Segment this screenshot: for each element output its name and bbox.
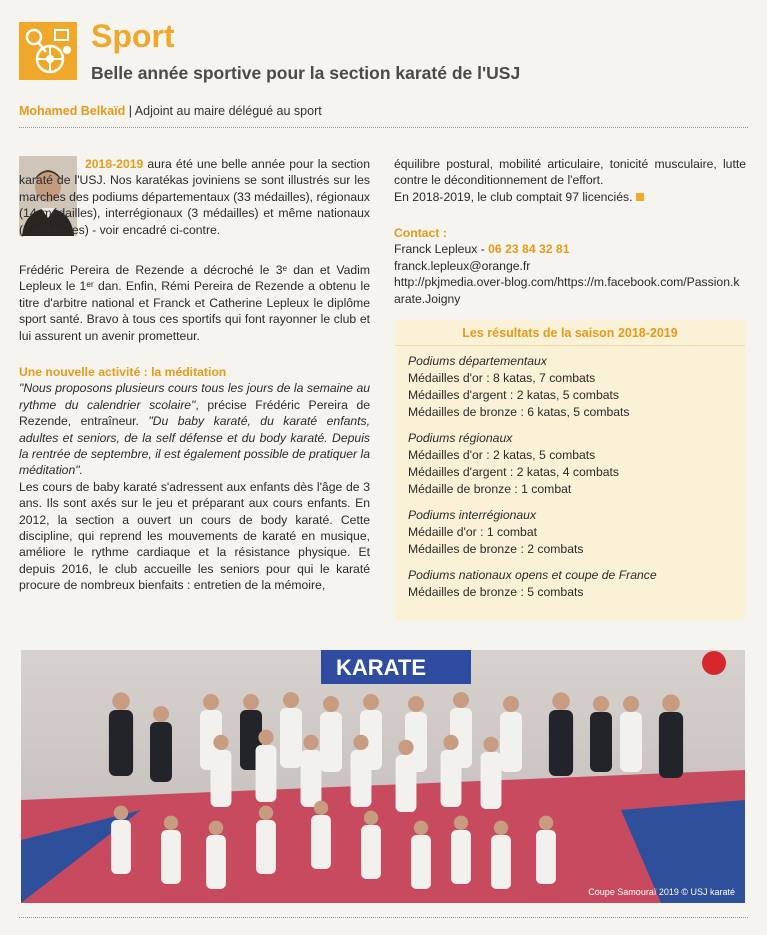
results-heading: Podiums départementaux [408,354,547,368]
activity-quote-paragraph: "Nous proposons plusieurs cours tous les jours de la semaine au rythme du calendrier scolaire", précise Frédéric Pereira de Rezende, entraîneur. "Du baby karaté, du karaté enfants, adultes et seniors, de la self défense et du body karaté. Depuis la rentrée de septembre, il est également possible de pratiquer la méditation". [19,381,370,478]
results-box [395,320,745,620]
results-group [408,507,657,558]
intro-paragraph: 2018-2019 aura été une belle année pour la section karaté de l'USJ. Nos karatékas joviniens se sont illustrés sur les marches des podiums départementaux (33 médailles), régionaux (14 médailles), interrégionaux (3 médailles) et même nationaux (5 médailles) - voir encadré ci-contre. [19,157,370,237]
results-heading: Podiums nationaux opens et coupe de France [408,568,657,582]
photo-caption: Coupe Samouraï 2019 © USJ karaté [588,887,735,897]
results-list [408,353,657,601]
results-line: Médailles d'or : 8 katas, 7 combats [408,371,596,385]
results-line: Médailles de bronze : 2 combats [408,542,584,556]
results-heading: Podiums interrégionaux [408,508,537,522]
contact-web[interactable]: http://pkjmedia.over-blog.com/https://m.facebook.com/Passion.karate.Joigny [394,275,740,306]
contact-block [394,225,746,307]
results-line: Médaille d'or : 1 combat [408,525,538,539]
end-mark-icon [636,193,644,201]
divider [19,127,748,128]
results-line: Médailles d'or : 2 katas, 5 combats [408,448,596,462]
byline [19,104,322,118]
awards-paragraph: Frédéric Pereira de Rezende a décroché le 3ᵉ dan et Vadim Lepleux le 1ᵉʳ dan. Enfin, Rémi Pereira de Rezende a obtenu le titre d'arbitre national et Franck et Catherine Lepleux le diplôme sport santé. Bravo à tous ces sportifs qui font rayonner le club et lui assurent un avenir prometteur. [19,263,370,343]
results-group [408,353,657,421]
licencies-line: En 2018-2019, le club comptait 97 licenciés. [394,189,746,205]
results-line: Médailles d'argent : 2 katas, 5 combats [408,388,619,402]
results-line: Médailles d'argent : 2 katas, 4 combats [408,465,619,479]
left-column-indented [86,156,370,236]
results-group [408,567,657,601]
byline-separator: | [125,104,135,118]
right-column [394,156,746,205]
article-headline: Belle année sportive pour la section karaté de l'USJ [91,63,521,83]
activity-body: Les cours de baby karaté s'adressent aux enfants dès l'âge de 3 ans. Ils sont axés sur le jeu et préparant aux cours enfants. En 2012, la section a ouvert un cours de body karaté. Cette discipline, qui reprend les mouvements de karaté en musique, améliore le rythme cardiaque et la résistance physique. Et depuis 2016, le club accueille les seniors pour qui le karaté procure de nombreux bienfaits : entretien de la mémoire, [19,479,370,593]
activity-section [19,364,370,594]
activity-subtitle: Une nouvelle activité : la méditation [19,365,227,379]
bottom-divider [19,917,748,918]
results-line: Médailles de bronze : 5 combats [408,585,584,599]
team-photo [21,650,745,903]
contact-email[interactable]: franck.lepleux@orange.fr [394,258,531,273]
results-line: Médaille de bronze : 1 combat [408,482,572,496]
author-role: Adjoint au maire délégué au sport [134,104,322,118]
results-title: Les résultats de la saison 2018-2019 [395,320,745,346]
photo-banner-text: KARATE [336,655,427,680]
results-group [408,430,657,498]
results-heading: Podiums régionaux [408,431,513,445]
activity-body-continued: équilibre postural, mobilité articulaire, tonicité musculaire, lutte contre le déconditionnement de l'effort. [394,157,746,188]
results-line: Médailles de bronze : 6 katas, 5 combats [408,405,630,419]
author-name: Mohamed Belkaïd [19,104,126,118]
year-highlight: 2018-2019 [85,157,144,171]
section-title: Sport [91,18,175,54]
sport-logo-icon [19,22,77,80]
contact-title: Contact : [394,226,447,240]
contact-name-line: Franck Lepleux - 06 23 84 32 81 [394,242,570,257]
contact-phone[interactable]: 06 23 84 32 81 [488,242,570,257]
